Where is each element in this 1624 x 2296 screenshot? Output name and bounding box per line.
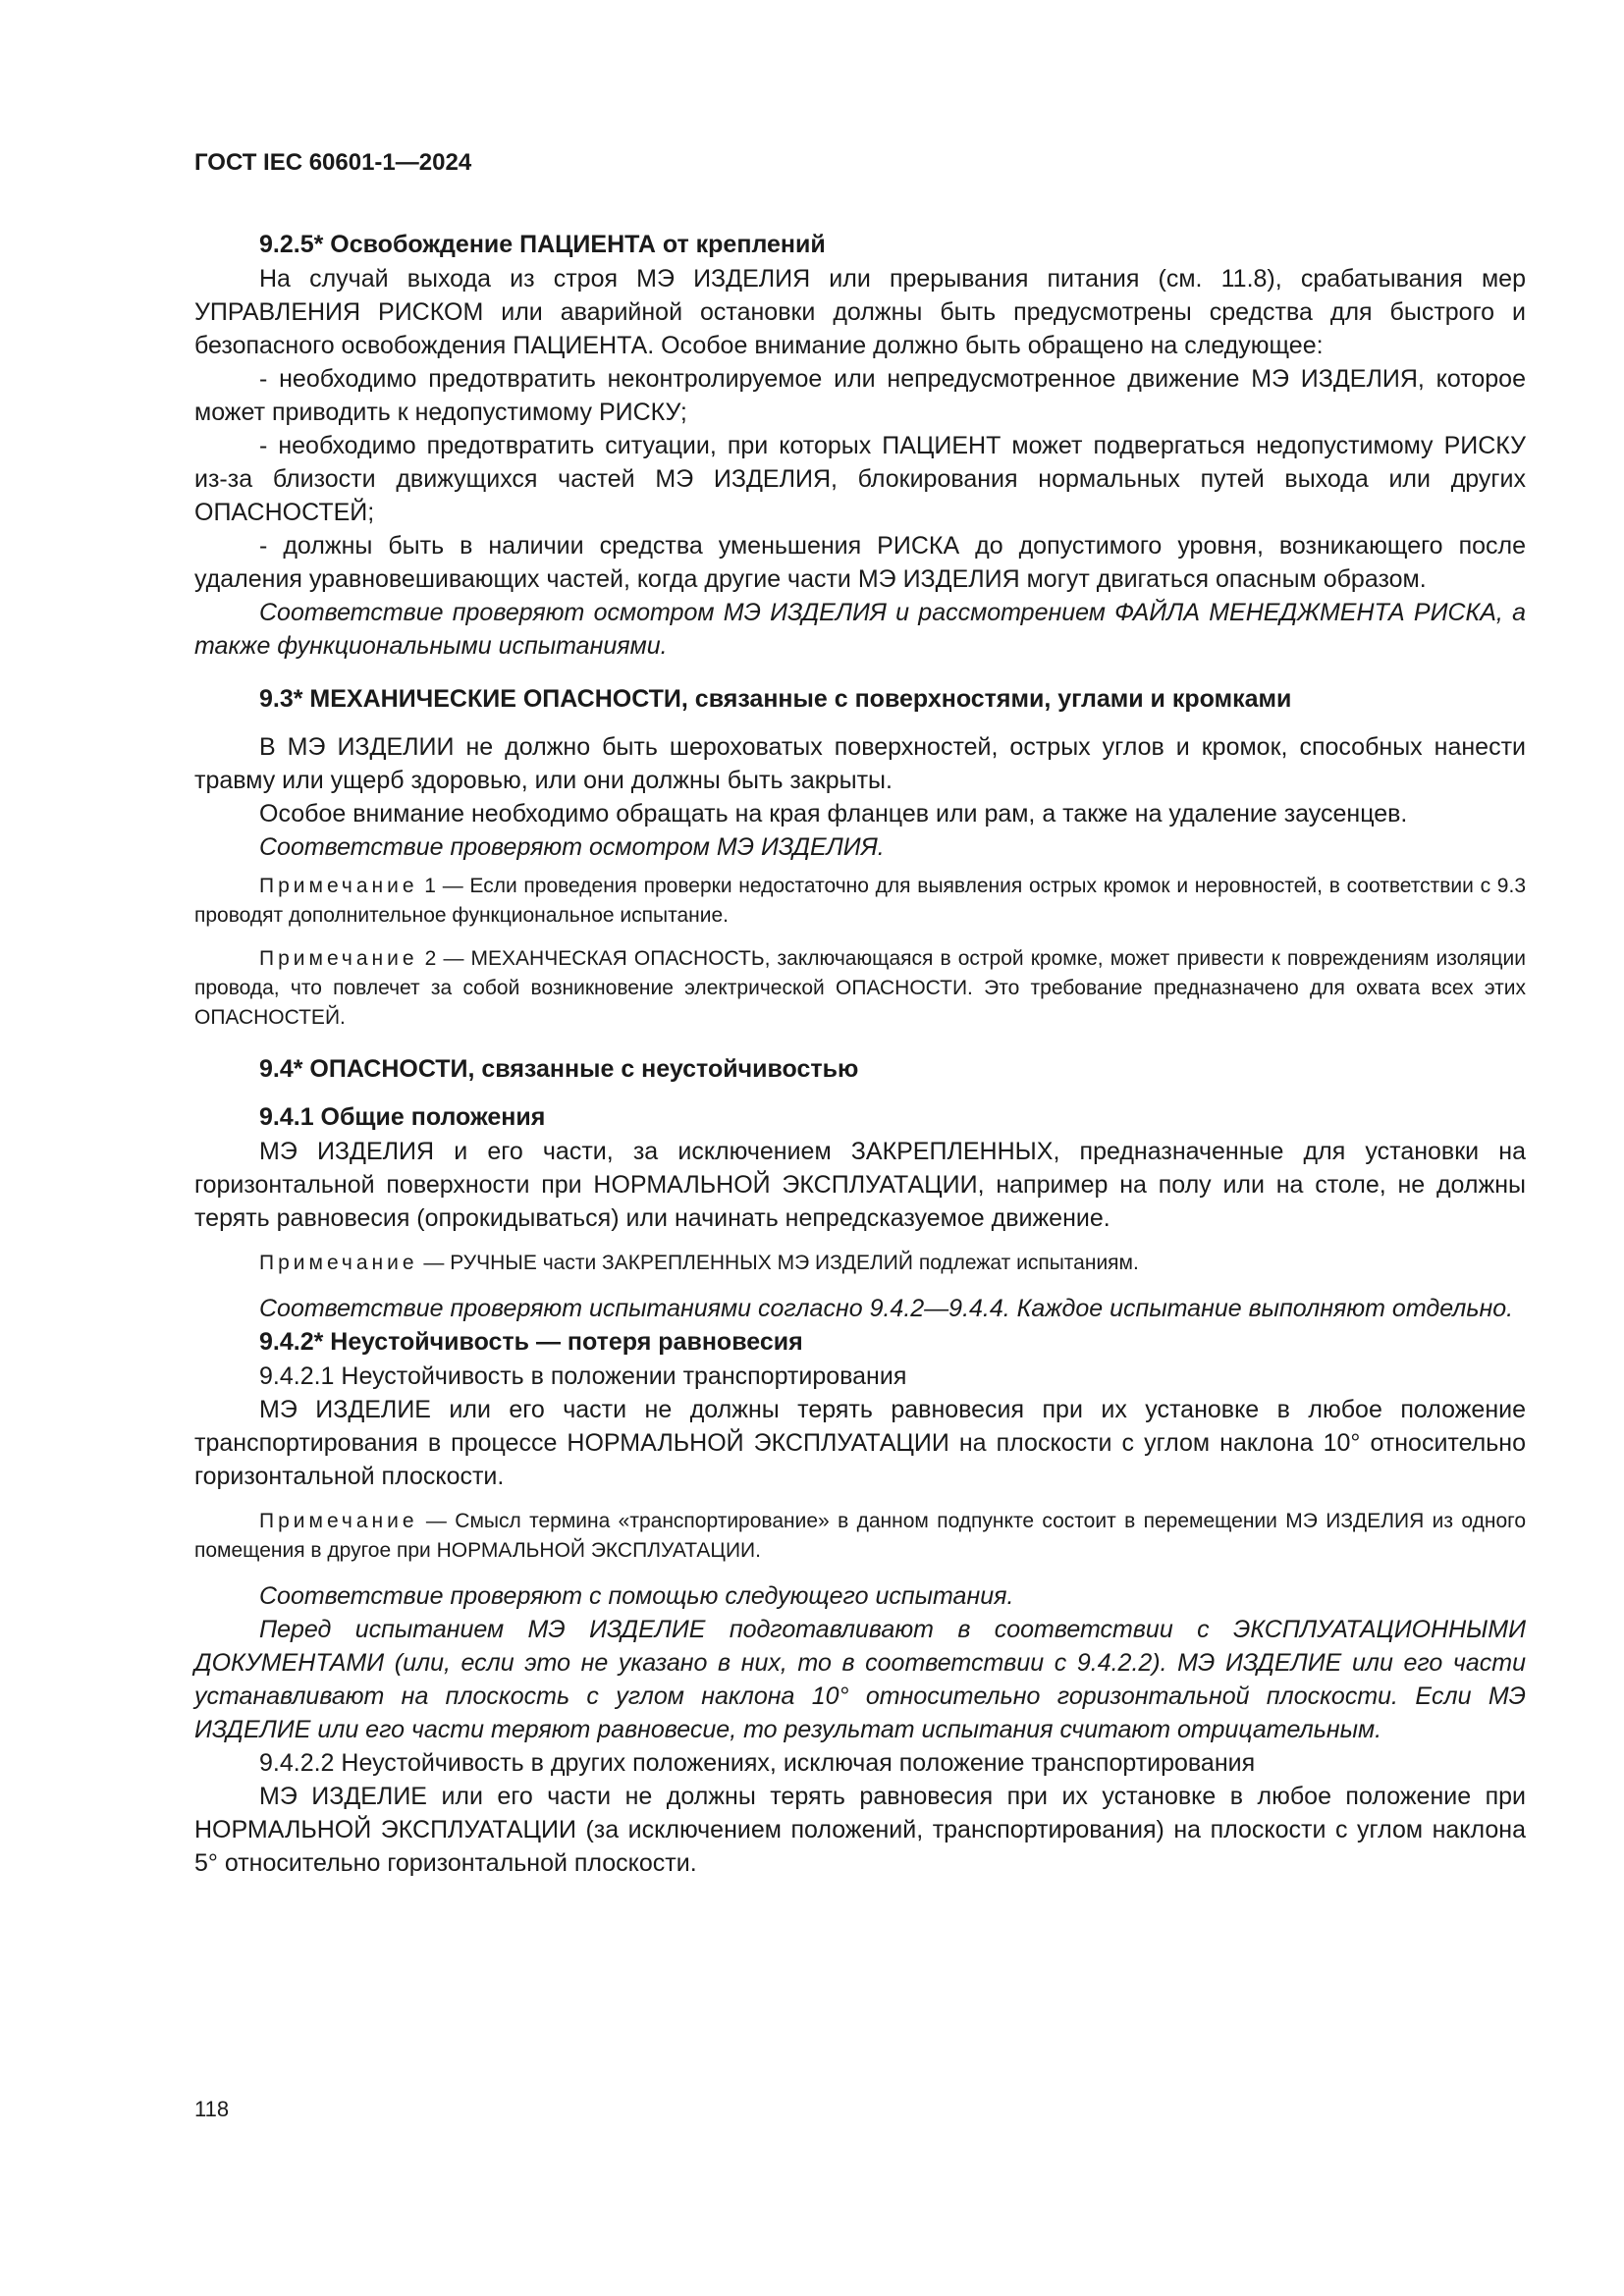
note-label: Примечание — [259, 875, 418, 897]
note-label: Примечание — [259, 1510, 418, 1532]
document-header: ГОСТ IEC 60601-1—2024 — [194, 149, 472, 176]
compliance-paragraph: Соответствие проверяют испытаниями согласно 9.4.2—9.4.4. Каждое испытание выполняют отдельно. — [259, 1295, 1514, 1322]
note-paragraph — [194, 1507, 1526, 1566]
compliance-paragraph: Соответствие проверяют осмотром МЭ ИЗДЕЛИЯ. — [259, 833, 885, 861]
body-paragraph: На случай выхода из строя МЭ ИЗДЕЛИЯ или прерывания питания (см. 11.8), срабатывания мер УПРАВЛЕНИЯ РИСКОМ или аварийной остановки должны быть предусмотрены средства для быстрого и безопасного освобождения ПАЦИЕНТА. Особое внимание должно быть обращено на следующее: — [194, 265, 1526, 359]
compliance-paragraph: Соответствие проверяют с помощью следующего испытания. — [259, 1582, 1014, 1610]
body-paragraph: В МЭ ИЗДЕЛИИ не должно быть шероховатых поверхностей, острых углов и кромок, способных нанести травму или ущерб здоровью, или они должны быть закрыты. — [194, 733, 1526, 794]
body-paragraph: - необходимо предотвратить неконтролируемое или непредусмотренное движение МЭ ИЗДЕЛИЯ, которое может приводить к недопустимому РИСКУ; — [194, 365, 1526, 426]
note-paragraph — [194, 872, 1526, 931]
note-label: Примечание — [259, 1252, 418, 1274]
body-paragraph: 9.4.2.2 Неустойчивость в других положениях, исключая положение транспортирования — [259, 1749, 1256, 1777]
note-text: 1 — Если проведения проверки недостаточно для выявления острых кромок и неровностей, в соответствии с 9.3 проводят дополнительное функциональное испытание. — [194, 875, 1526, 927]
note-text: — Смысл термина «транспортирование» в данном подпункте состоит в перемещении МЭ ИЗДЕЛИЯ из одного помещения в другое при НОРМАЛЬНОЙ ЭКСПЛУАТАЦИИ. — [194, 1510, 1526, 1562]
section-heading: 9.4* ОПАСНОСТИ, связанные с неустойчивостью — [259, 1055, 859, 1083]
page-number: 118 — [194, 2097, 230, 2121]
note-label: Примечание — [259, 947, 418, 970]
body-paragraph: Особое внимание необходимо обращать на края фланцев или рам, а также на удаление заусенцев. — [259, 800, 1408, 828]
document-body — [194, 228, 1526, 1880]
section-heading: 9.4.1 Общие положения — [259, 1103, 546, 1131]
body-paragraph: - должны быть в наличии средства уменьшения РИСКА до допустимого уровня, возникающего после удаления уравновешивающих частей, когда другие части МЭ ИЗДЕЛИЯ могут двигаться опасным образом. — [194, 532, 1526, 593]
note-paragraph — [194, 944, 1526, 1033]
section-heading: 9.2.5* Освобождение ПАЦИЕНТА от креплений — [259, 231, 826, 258]
body-paragraph: МЭ ИЗДЕЛИЕ или его части не должны терять равновесия при их установке в любое положение при НОРМАЛЬНОЙ ЭКСПЛУАТАЦИИ (за исключением положений, транспортирования) на плоскости с углом наклона 5° относительно горизонтальной плоскости. — [194, 1783, 1526, 1877]
compliance-paragraph: Соответствие проверяют осмотром МЭ ИЗДЕЛИЯ и рассмотрением ФАЙЛА МЕНЕДЖМЕНТА РИСКА, а также функциональными испытаниями. — [194, 599, 1526, 660]
note-text: — РУЧНЫЕ части ЗАКРЕПЛЕННЫХ МЭ ИЗДЕЛИЙ подлежат испытаниям. — [417, 1252, 1139, 1274]
note-paragraph — [194, 1249, 1526, 1278]
body-paragraph: - необходимо предотвратить ситуации, при которых ПАЦИЕНТ может подвергаться недопустимому РИСКУ из-за близости движущихся частей МЭ ИЗДЕЛИЯ, блокирования нормальных путей выхода или других ОПАСНОСТЕЙ; — [194, 432, 1526, 526]
body-paragraph: 9.4.2.1 Неустойчивость в положении транспортирования — [259, 1362, 907, 1390]
section-heading: 9.3* МЕХАНИЧЕСКИЕ ОПАСНОСТИ, связанные с поверхностями, углами и кромками — [259, 685, 1292, 713]
body-paragraph: МЭ ИЗДЕЛИЕ или его части не должны терять равновесия при их установке в любое положение транспортирования в процессе НОРМАЛЬНОЙ ЭКСПЛУАТАЦИИ на плоскости с углом наклона 10° относительно горизонтальной плоскости. — [194, 1396, 1526, 1490]
note-text: 2 — МЕХАНЧЕСКАЯ ОПАСНОСТЬ, заключающаяся в острой кромке, может привести к повреждениям изоляции провода, что повлечет за собой возникновение электрической ОПАСНОСТИ. Это требование предназначено для охвата всех этих ОПАСНОСТЕЙ. — [194, 947, 1526, 1029]
compliance-paragraph: Перед испытанием МЭ ИЗДЕЛИЕ подготавливают в соответствии с ЭКСПЛУАТАЦИОННЫМИ ДОКУМЕНТАМИ (или, если это не указано в них, то в соответствии с 9.4.2.2). МЭ ИЗДЕЛИЕ или его части устанавливают на плоскость с углом наклона 10° относительно горизонтальной плоскости. Если МЭ ИЗДЕЛИЕ или его части теряют равновесие, то результат испытания считают отрицательным. — [194, 1616, 1526, 1743]
section-heading: 9.4.2* Неустойчивость — потеря равновесия — [259, 1328, 803, 1356]
body-paragraph: МЭ ИЗДЕЛИЯ и его части, за исключением ЗАКРЕПЛЕННЫХ, предназначенные для установки на горизонтальной поверхности при НОРМАЛЬНОЙ ЭКСПЛУАТАЦИИ, например на полу или на столе, не должны терять равновесия (опрокидываться) или начинать непредсказуемое движение. — [194, 1138, 1526, 1232]
